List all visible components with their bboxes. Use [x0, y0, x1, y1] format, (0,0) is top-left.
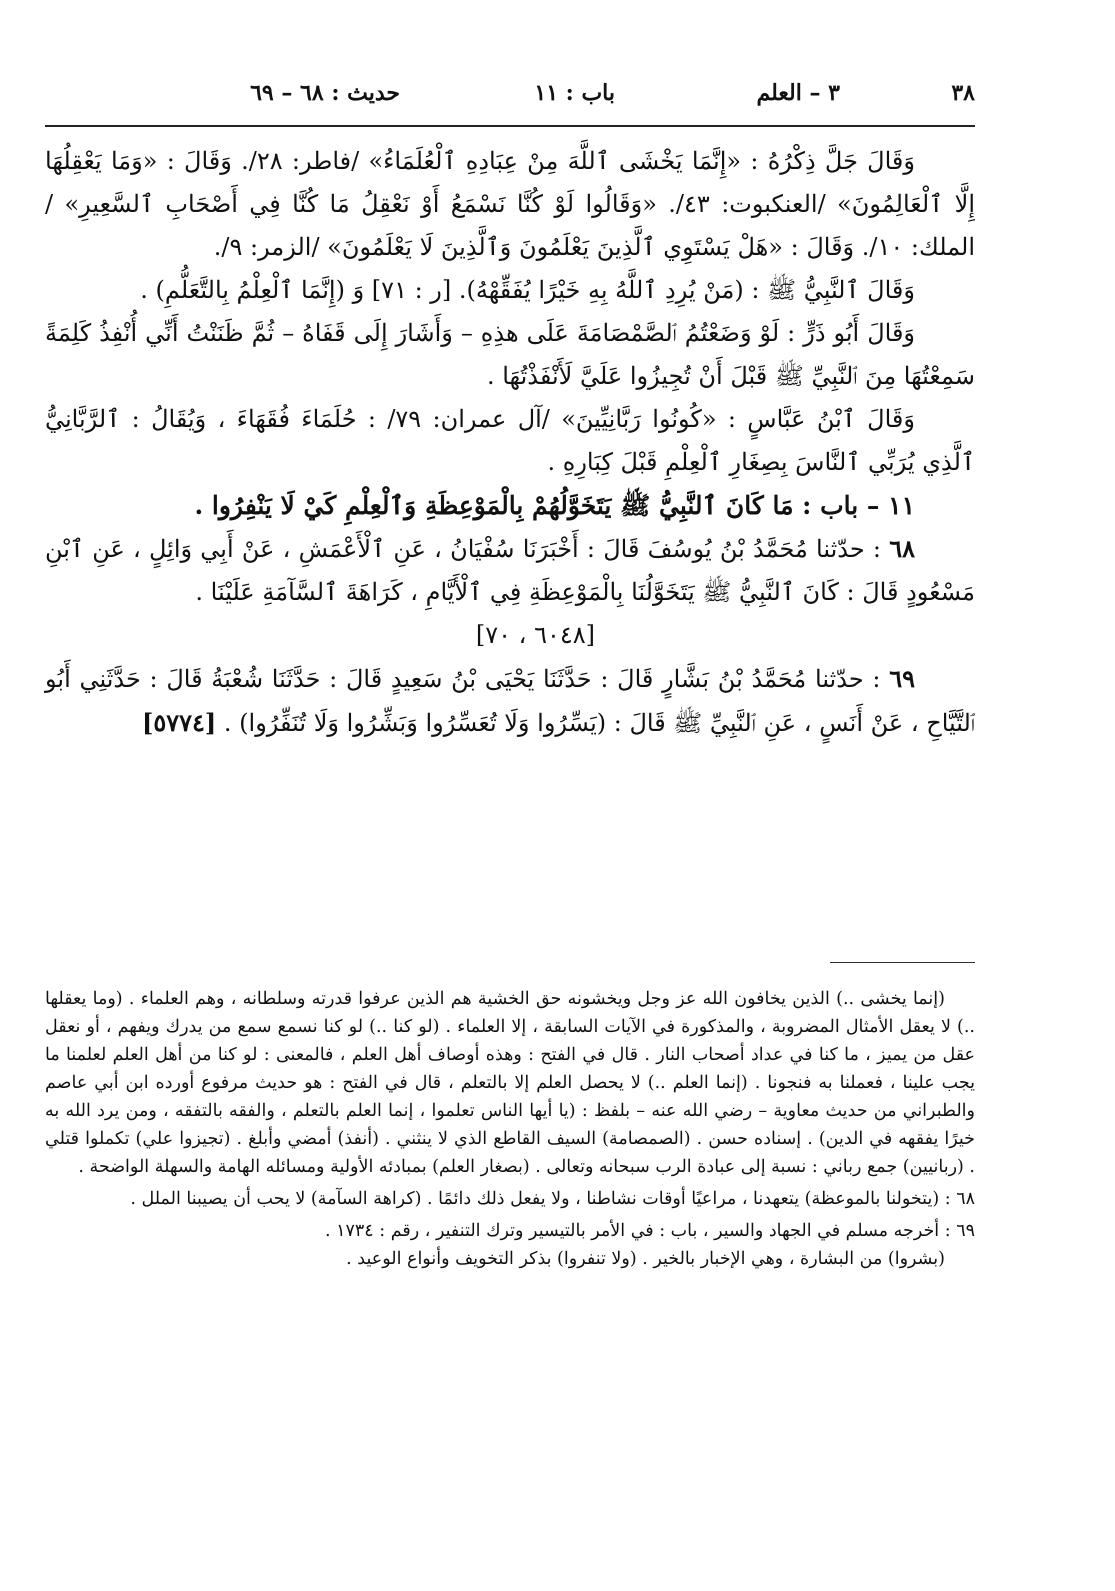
hadith-68-references: [٦٠٤٨ ، ٧٠]: [475, 621, 595, 649]
footnote-divider: [830, 962, 975, 963]
paragraph-quran-verses: وَقَالَ جَلَّ ذِكْرُهُ : «إِنَّمَا يَخْشَى ٱللَّهَ مِنْ عِبَادِهِ ٱلْعُلَمَاءُ» /فاطر: ٢٨/. وَقَالَ : «وَمَا يَعْقِلُهَا إِلَّا ٱلْعَالِمُونَ» /العنكبوت: ٤٣/. «وَقَالُوا لَوْ كُنَّا نَسْمَعُ أَوْ نَعْقِلُ مَا كُنَّا فِي أَصْحَابِ ٱلسَّعِيرِ» /الملك: ١٠/. وَقَالَ : «هَلْ يَسْتَوِي ٱلَّذِينَ يَعْلَمُونَ وَٱلَّذِينَ لَا يَعْلَمُونَ» /الزمر: ٩/.: [45, 147, 975, 261]
hadith-69-number: ٦٩: [889, 664, 915, 693]
main-text: [45, 140, 975, 745]
footnote-69-line-2: (بشروا) من البشارة ، وهي الإخبار بالخير . (ولا تنفروا) بذكر التخويف وأنواع الوعيد .: [346, 1249, 945, 1269]
page-header: [45, 80, 975, 116]
footnotes: [45, 985, 975, 1273]
hadith-68: [45, 527, 975, 614]
hadith-range: حديث : ٦٨ – ٦٩: [250, 80, 400, 106]
chapter-title: ٣ – العلم: [756, 80, 840, 106]
paragraph-ibn-abbas: وَقَالَ ٱبْنُ عَبَّاسٍ : «كُونُوا رَبَّانِيِّينَ» /آل عمران: ٧٩/ : حُلَمَاءَ فُقَهَاءَ ، وَيُقَالُ : ٱلرَّبَّانِيُّ ٱلَّذِي يُرَبِّي ٱلنَّاسَ بِصِغَارِ ٱلْعِلْمِ قَبْلَ كِبَارِهِ .: [45, 405, 975, 476]
hadith-68-text: : حدّثنا مُحَمَّدُ بْنُ يُوسُفَ قَالَ : أَخْبَرَنَا سُفْيَانُ ، عَنِ ٱلْأَعْمَشِ ، عَنْ أَبِي وَائِلٍ ، عَنِ ٱبْنِ مَسْعُودٍ قَالَ : كَانَ ٱلنَّبِيُّ ﷺ يَتَخَوَّلُنَا بِالْمَوْعِظَةِ فِي ٱلْأَيَّامِ ، كَرَاهَةَ ٱلسَّآمَةِ عَلَيْنَا .: [45, 535, 975, 606]
header-divider: [45, 125, 975, 127]
page-number: ٣٨: [951, 80, 975, 106]
hadith-69-references: [٥٧٧٤]: [142, 708, 217, 737]
hadith-69-text: : حدّثنا مُحَمَّدُ بْنُ بَشَّارٍ قَالَ : حَدَّثَنَا يَحْيَى بْنُ سَعِيدٍ قَالَ : حَدَّثَنَا شُعْبَةُ قَالَ : حَدَّثَنِي أَبُو ٱلتَّيَّاحِ ، عَنْ أَنَسٍ ، عَنِ ٱلنَّبِيِّ ﷺ قَالَ : (يَسِّرُوا وَلَا تُعَسِّرُوا وَبَشِّرُوا وَلَا تُنَفِّرُوا) .: [45, 665, 975, 737]
footnote-69-line-1: ٦٩ : أخرجه مسلم في الجهاد والسير ، باب : في الأمر بالتيسير وترك التنفير ، رقم : ١٧٣٤ .: [324, 1221, 975, 1241]
paragraph-prophet-saying: وَقَالَ ٱلنَّبِيُّ ﷺ : (مَنْ يُرِدِ ٱللَّهُ بِهِ خَيْرًا يُفَقِّهْهُ). [ر : ٧١] وَ (إِنَّمَا ٱلْعِلْمُ بِالتَّعَلُّمِ) .: [140, 276, 915, 304]
footnote-general: (إنما يخشى ..) الذين يخافون الله عز وجل ويخشونه حق الخشية هم الذين عرفوا قدرته وسلطانه ، وهم العلماء . (وما يعقلها ..) لا يعقل الأمثال المضروبة ، والمذكورة في الآيات السابقة ، إلا العلماء . (لو كنا ..) لو كنا نسمع سمع من يدرك ويفهم ، أو نعقل عقل من يميز ، ما كنا في عداد أصحاب النار . قال في الفتح : وهذه أوصاف أهل العلم ، فالمعنى : لو كنا من أهل العلم لعلمنا ما يجب علينا ، فعملنا به فنجونا . (إنما العلم ..) لا يحصل العلم إلا بالتعلم ، قال في الفتح : هو حديث مرفوع أورده ابن أبي عاصم والطبراني من حديث معاوية – رضي الله عنه – بلفظ : (يا أيها الناس تعلموا ، إنما العلم بالتعلم ، والفقه بالتفقه ، ومن يرد الله به خيرًا يفقهه في الدين) . إسناده حسن . (الصمصامة) السيف القاطع الذي لا ينثني . (أنفذ) أمضي وأبلغ . (تجيزوا علي) تكملوا قتلي . (ربانيين) جمع رباني : نسبة إلى عبادة الرب سبحانه وتعالى . (بصغار العلم) بمبادئه الأولية ومسائله الهامة والسهلة الواضحة .: [45, 989, 975, 1177]
hadith-68-number: ٦٨: [889, 534, 915, 563]
footnote-68: ٦٨ : (يتخولنا بالموعظة) يتعهدنا ، مراعيًا أوقات نشاطنا ، ولا يفعل ذلك دائمًا . (كراهة السآمة) لا يحب أن يصيبنا الملل .: [130, 1189, 975, 1209]
hadith-69: [45, 657, 975, 745]
chapter-heading: ١١ – باب : مَا كَانَ ٱلنَّبِيُّ ﷺ يَتَخَوَّلُهُمْ بِالْمَوْعِظَةِ وَٱلْعِلْمِ كَيْ لَا يَنْفِرُوا .: [194, 491, 915, 520]
paragraph-abu-dharr: وَقَالَ أَبُو ذَرٍّ : لَوْ وَضَعْتُمُ ٱلصَّمْصَامَةَ عَلَى هذِهِ – وَأَشَارَ إِلَى قَفَاهُ – ثُمَّ ظَنَنْتُ أَنِّي أُنْفِذُ كَلِمَةً سَمِعْتُهَا مِنَ ٱلنَّبِيِّ ﷺ قَبْلَ أَنْ تُجِيزُوا عَلَيَّ لَأَنْفَذْتُهَا .: [45, 319, 975, 390]
bab-label: باب : ١١: [534, 80, 615, 106]
